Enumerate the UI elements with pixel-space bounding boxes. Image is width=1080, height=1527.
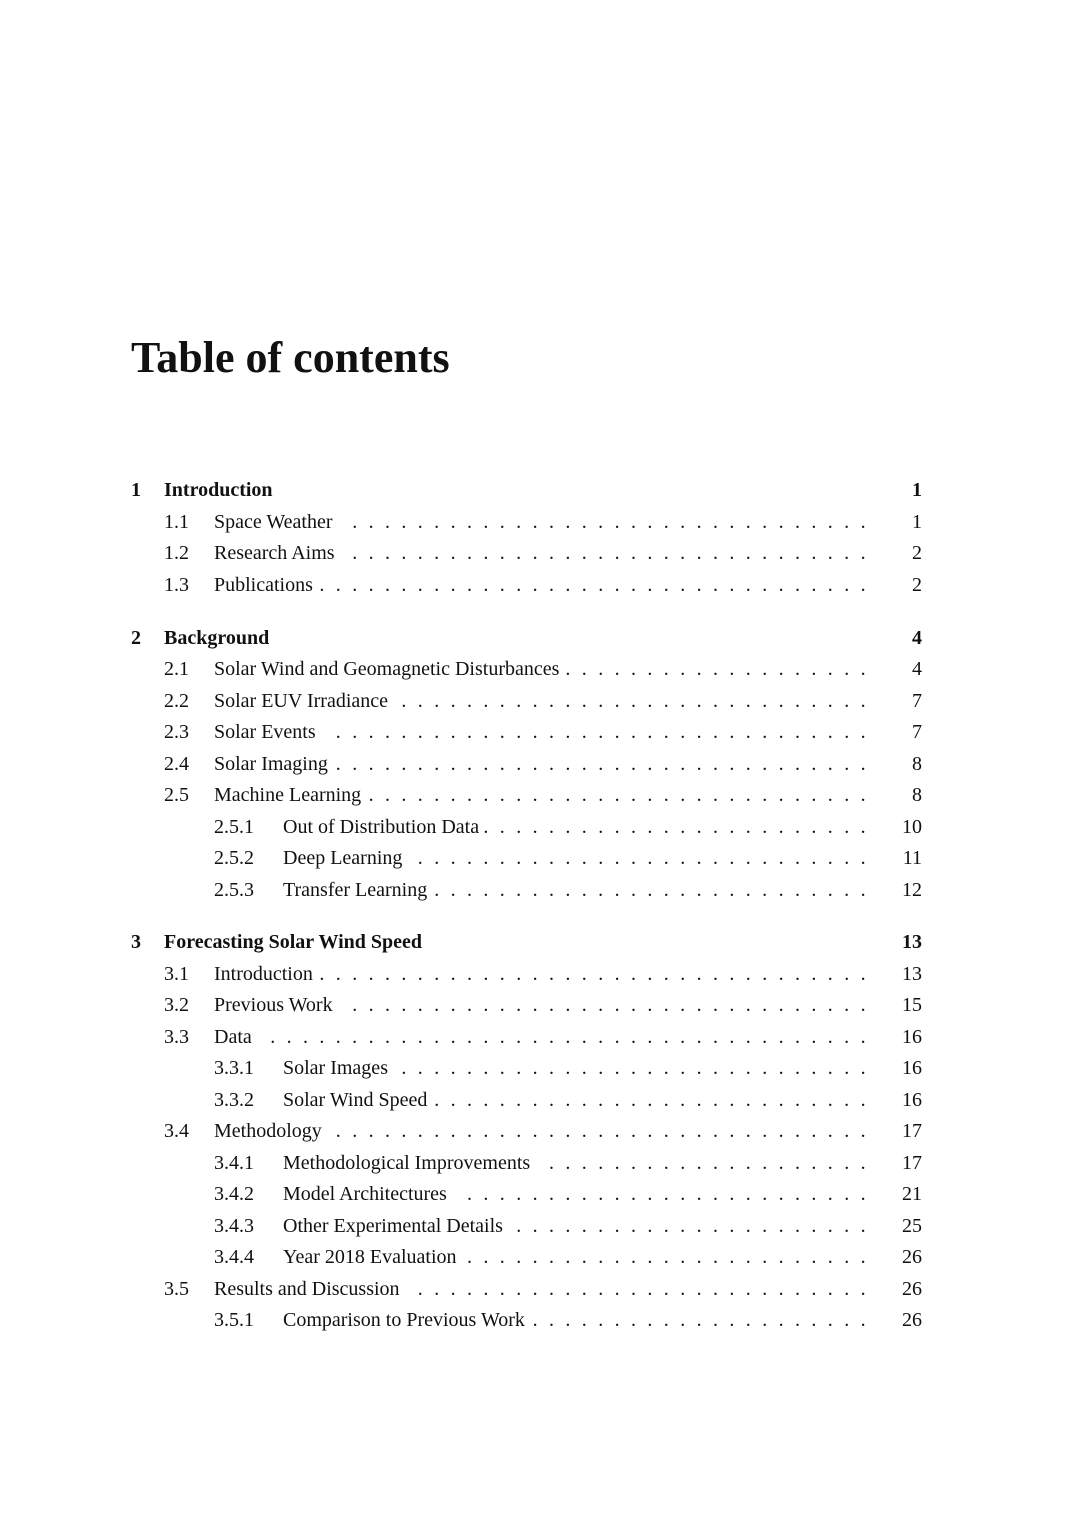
toc-dot-leader: ................................	[352, 542, 877, 564]
toc-entry-page: 11	[902, 847, 922, 869]
toc-entry-title: Introduction	[164, 479, 273, 501]
toc-dot-leader: ............................	[417, 1278, 877, 1300]
toc-dot-leader: ............................	[417, 847, 877, 869]
toc-entry-3-4-3[interactable]	[0, 1212, 1080, 1240]
toc-dot-leader: .................................	[335, 753, 877, 775]
toc-entry-number: 3.3	[164, 1026, 189, 1048]
toc-entry-1-3[interactable]	[0, 571, 1080, 599]
toc-entry-3-4-1[interactable]	[0, 1149, 1080, 1177]
toc-entry-number: 1.2	[164, 542, 189, 564]
toc-entry-number: 3.4.3	[214, 1215, 254, 1237]
toc-entry-number: 2.2	[164, 690, 189, 712]
toc-entry-3-2[interactable]	[0, 991, 1080, 1019]
toc-entry-3-4-4[interactable]	[0, 1243, 1080, 1271]
toc-entry-title: Previous Work	[214, 994, 333, 1016]
toc-entry-page: 8	[912, 784, 922, 806]
toc-entry-page: 2	[912, 574, 922, 596]
toc-entry-1-1[interactable]	[0, 508, 1080, 536]
toc-entry-title: Background	[164, 627, 270, 649]
toc-entry-number: 3.5.1	[214, 1309, 254, 1331]
toc-entry-page: 2	[912, 542, 922, 564]
toc-entry-3-4[interactable]	[0, 1117, 1080, 1145]
toc-entry-number: 2.3	[164, 721, 189, 743]
toc-entry-title: Machine Learning	[214, 784, 362, 806]
toc-entry-2-5-2[interactable]	[0, 844, 1080, 872]
toc-entry-title: Solar Wind Speed	[283, 1089, 428, 1111]
toc-entry-title: Out of Distribution Data	[283, 816, 480, 838]
toc-entry-2[interactable]	[0, 624, 1080, 652]
toc-dot-leader: ...........................	[434, 1089, 877, 1111]
toc-dot-leader: ..................................	[319, 963, 877, 985]
toc-entry-page: 25	[902, 1215, 922, 1237]
toc-entry-number: 2.4	[164, 753, 189, 775]
toc-entry-title: Publications	[214, 574, 313, 596]
toc-entry-title: Research Aims	[214, 542, 335, 564]
toc-entry-number: 3	[131, 931, 141, 953]
toc-entry-title: Solar EUV Irradiance	[214, 690, 389, 712]
toc-entry-title: Data	[214, 1026, 252, 1048]
toc-entry-3-5[interactable]	[0, 1275, 1080, 1303]
toc-entry-page: 15	[902, 994, 922, 1016]
toc-entry-page: 26	[902, 1309, 922, 1331]
toc-entry-2-4[interactable]	[0, 750, 1080, 778]
toc-entry-page: 21	[902, 1183, 922, 1205]
toc-entry-page: 16	[902, 1057, 922, 1079]
toc-entry-2-5-1[interactable]	[0, 813, 1080, 841]
toc-entry-number: 3.4.2	[214, 1183, 254, 1205]
toc-dot-leader: ................................	[352, 511, 877, 533]
toc-dot-leader: .............................	[401, 690, 877, 712]
toc-entry-2-5[interactable]	[0, 781, 1080, 809]
toc-entry-title: Methodological Improvements	[283, 1152, 531, 1174]
toc-dot-leader: ...............................	[368, 784, 877, 806]
toc-entry-page: 16	[902, 1026, 922, 1048]
toc-entry-page: 17	[902, 1152, 922, 1174]
toc-entry-3-3-1[interactable]	[0, 1054, 1080, 1082]
toc-entry-3-3-2[interactable]	[0, 1086, 1080, 1114]
toc-entry-number: 3.4.1	[214, 1152, 254, 1174]
toc-entry-title: Results and Discussion	[214, 1278, 400, 1300]
toc-dot-leader: ........................	[483, 816, 877, 838]
toc-entry-2-1[interactable]	[0, 655, 1080, 683]
toc-entry-2-2[interactable]	[0, 687, 1080, 715]
toc-entry-number: 1.1	[164, 511, 189, 533]
toc-entry-page: 26	[902, 1246, 922, 1268]
toc-entry-number: 2.5.2	[214, 847, 254, 869]
toc-entry-page: 10	[902, 816, 922, 838]
toc-dot-leader: ...................	[565, 658, 877, 680]
toc-entry-title: Methodology	[214, 1120, 322, 1142]
toc-dot-leader: .........................	[467, 1183, 877, 1205]
toc-entry-page: 26	[902, 1278, 922, 1300]
toc-dot-leader: .................................	[335, 1120, 877, 1142]
toc-entry-page: 13	[902, 931, 922, 953]
toc-dot-leader: ................................	[352, 994, 877, 1016]
toc-dot-leader: ....................	[549, 1152, 877, 1174]
toc-entry-page: 16	[902, 1089, 922, 1111]
toc-entry-title: Year 2018 Evaluation	[283, 1246, 457, 1268]
toc-dot-leader: .............................	[401, 1057, 877, 1079]
toc-entry-number: 1.3	[164, 574, 189, 596]
toc-entry-number: 2	[131, 627, 141, 649]
toc-entry-page: 1	[912, 479, 922, 501]
toc-entry-page: 8	[912, 753, 922, 775]
toc-entry-3-5-1[interactable]	[0, 1306, 1080, 1334]
toc-entry-number: 2.1	[164, 658, 189, 680]
toc-entry-number: 3.2	[164, 994, 189, 1016]
toc-entry-page: 12	[902, 879, 922, 901]
toc-dot-leader: ......................	[516, 1215, 877, 1237]
toc-entry-3-4-2[interactable]	[0, 1180, 1080, 1208]
toc-entry-page: 7	[912, 690, 922, 712]
toc-entry-title: Space Weather	[214, 511, 333, 533]
toc-entry-page: 4	[912, 627, 922, 649]
toc-entry-title: Other Experimental Details	[283, 1215, 503, 1237]
toc-entry-title: Solar Images	[283, 1057, 388, 1079]
toc-dot-leader: .................................	[335, 721, 877, 743]
toc-entry-number: 3.4	[164, 1120, 189, 1142]
toc-entry-number: 2.5.3	[214, 879, 254, 901]
page-title: Table of contents	[131, 333, 450, 382]
toc-entry-title: Forecasting Solar Wind Speed	[164, 931, 423, 953]
toc-entry-number: 3.3.1	[214, 1057, 254, 1079]
toc-dot-leader: ..................................	[319, 574, 877, 596]
toc-entry-3[interactable]	[0, 928, 1080, 956]
toc-entry-title: Solar Imaging	[214, 753, 328, 775]
toc-entry-page: 13	[902, 963, 922, 985]
toc-entry-number: 3.4.4	[214, 1246, 254, 1268]
toc-entry-title: Introduction	[214, 963, 313, 985]
toc-entry-title: Deep Learning	[283, 847, 403, 869]
toc-entry-number: 3.1	[164, 963, 189, 985]
toc-entry-title: Transfer Learning	[283, 879, 428, 901]
toc-entry-page: 7	[912, 721, 922, 743]
toc-entry-title: Model Architectures	[283, 1183, 447, 1205]
toc-entry-page: 1	[912, 511, 922, 533]
toc-entry-number: 2.5	[164, 784, 189, 806]
toc-entry-2-3[interactable]	[0, 718, 1080, 746]
toc-dot-leader: ...........................	[434, 879, 877, 901]
toc-entry-1[interactable]	[0, 476, 1080, 504]
toc-entry-number: 3.5	[164, 1278, 189, 1300]
toc-entry-page: 4	[912, 658, 922, 680]
toc-entry-3-3[interactable]	[0, 1023, 1080, 1051]
toc-entry-page: 17	[902, 1120, 922, 1142]
toc-entry-title: Solar Wind and Geomagnetic Disturbances	[214, 658, 560, 680]
toc-entry-title: Solar Events	[214, 721, 316, 743]
toc-dot-leader: .....................................	[270, 1026, 877, 1048]
toc-entry-2-5-3[interactable]	[0, 876, 1080, 904]
toc-dot-leader: .....................	[532, 1309, 877, 1331]
toc-entry-3-1[interactable]	[0, 960, 1080, 988]
toc-entry-title: Comparison to Previous Work	[283, 1309, 525, 1331]
toc-entry-number: 3.3.2	[214, 1089, 254, 1111]
toc-entry-number: 1	[131, 479, 141, 501]
toc-entry-number: 2.5.1	[214, 816, 254, 838]
toc-entry-1-2[interactable]	[0, 539, 1080, 567]
toc-dot-leader: .........................	[467, 1246, 877, 1268]
